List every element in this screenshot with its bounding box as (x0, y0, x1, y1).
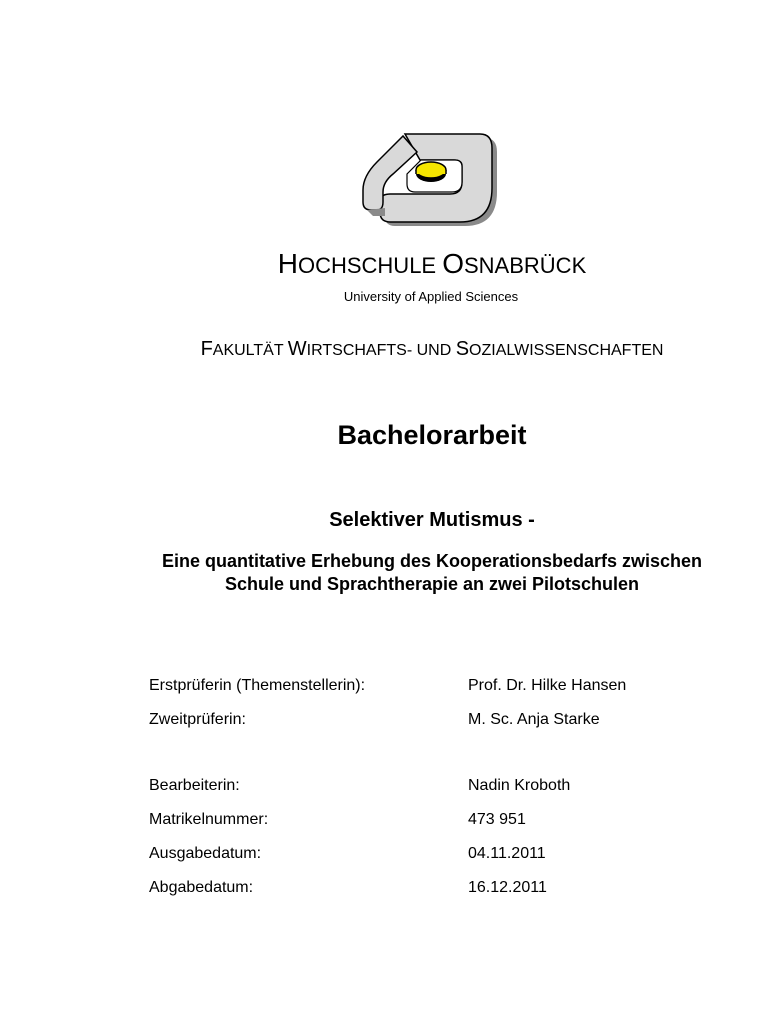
info-value: M. Sc. Anja Starke (468, 711, 600, 728)
info-label: Ausgabedatum: (149, 845, 262, 862)
info-label: Bearbeiterin: (149, 777, 240, 794)
info-row-submission-date (149, 879, 709, 899)
faculty-name (0, 338, 770, 361)
info-label: Abgabedatum: (149, 879, 254, 896)
info-row-matriculation (149, 811, 709, 831)
university-subtitle: University of Applied Sciences (343, 289, 519, 304)
faculty-initial-f: F (200, 338, 213, 360)
faculty-initial-s: S (455, 338, 470, 360)
info-row-author (149, 777, 709, 797)
thesis-title: Selektiver Mutismus - (329, 509, 535, 531)
info-value: 16.12.2011 (468, 879, 547, 896)
document-type: Bachelorarbeit (337, 420, 527, 450)
info-label: Erstprüferin (Themenstellerin): (149, 677, 366, 694)
faculty-part-2: IRTSCHAFTS- UND (306, 342, 456, 359)
info-value: 04.11.2011 (468, 845, 546, 862)
info-value: Prof. Dr. Hilke Hansen (468, 677, 627, 694)
info-value: 473 951 (468, 811, 526, 828)
university-name (0, 248, 770, 280)
thesis-subtitle: Eine quantitative Erhebung des Kooperationsbedarfs zwischen Schule und Sprachtherapie an zwei Pilotschulen (161, 551, 703, 594)
info-label: Zweitprüferin: (149, 711, 246, 728)
info-row-first-examiner (149, 677, 709, 697)
info-row-issue-date (149, 845, 709, 865)
info-label: Matrikelnummer: (149, 811, 269, 828)
university-logo (355, 130, 500, 230)
faculty-part-3: OZIALWISSENSCHAFTEN (469, 342, 664, 359)
university-name-initial-2: O (442, 248, 464, 279)
faculty-initial-w: W (287, 338, 307, 360)
university-name-part-2: SNABRÜCK (464, 253, 587, 278)
faculty-part-1: AKULTÄT (212, 342, 288, 359)
university-name-initial-1: H (277, 248, 298, 279)
info-value: Nadin Kroboth (468, 777, 571, 794)
university-name-part-1: OCHSCHULE (297, 253, 443, 278)
info-row-second-examiner (149, 711, 709, 731)
